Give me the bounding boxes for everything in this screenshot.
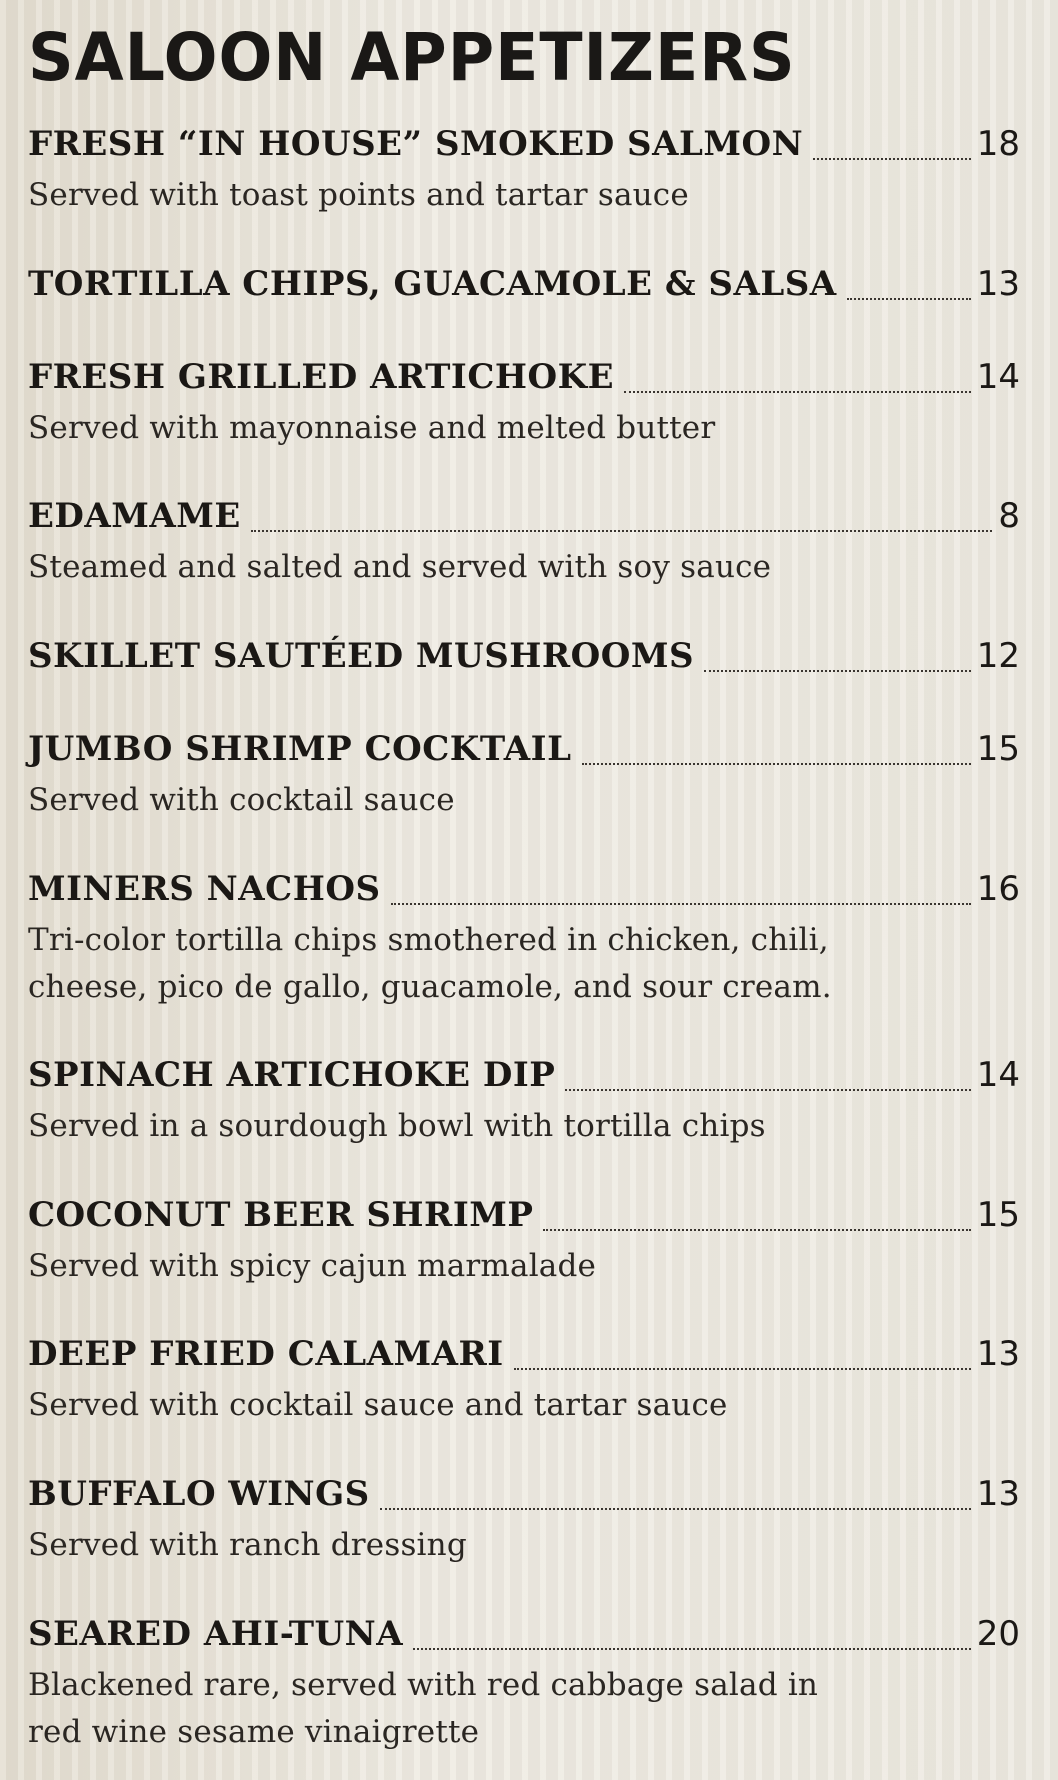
- item-description: Tri-color tortilla chips smothered in chicken, chili,: [28, 922, 829, 958]
- item-description: Served with cocktail sauce and tartar sauce: [28, 1387, 728, 1423]
- item-description: Served with toast points and tartar sauce: [28, 177, 689, 213]
- item-name: SPINACH ARTICHOKE DIP: [28, 1055, 556, 1095]
- item-price: 14: [976, 1055, 1020, 1095]
- item-name: EDAMAME: [28, 496, 241, 536]
- dot-leader: [582, 763, 971, 765]
- item-description: Served with mayonnaise and melted butter: [28, 410, 716, 446]
- item-description: Served with ranch dressing: [28, 1527, 467, 1563]
- item-header: [28, 264, 1020, 312]
- item-header: [28, 636, 1020, 684]
- item-header: [28, 1474, 1020, 1522]
- item-price: 13: [976, 1334, 1020, 1374]
- dot-leader: [565, 1089, 970, 1091]
- item-description: Served with spicy cajun marmalade: [28, 1248, 597, 1284]
- item-name: SEARED AHI-TUNA: [28, 1614, 404, 1654]
- dot-leader: [514, 1368, 971, 1370]
- dot-leader: [704, 670, 971, 672]
- item-name: SKILLET SAUTÉED MUSHROOMS: [28, 636, 695, 676]
- menu-item-buffalo-wings: [28, 1474, 1020, 1569]
- menu-item-smoked-salmon: [28, 124, 1020, 219]
- item-header: [28, 869, 1020, 917]
- item-price: 15: [976, 1195, 1020, 1235]
- dot-leader: [813, 158, 971, 160]
- dot-leader: [543, 1229, 970, 1231]
- item-name: JUMBO SHRIMP COCKTAIL: [28, 729, 572, 769]
- item-description: red wine sesame vinaigrette: [28, 1714, 480, 1750]
- item-price: 20: [976, 1614, 1020, 1654]
- item-description: Served with cocktail sauce: [28, 782, 455, 818]
- item-name: BUFFALO WINGS: [28, 1474, 370, 1514]
- item-name: TORTILLA CHIPS, GUACAMOLE & SALSA: [28, 264, 837, 304]
- item-header: [28, 357, 1020, 405]
- item-header: [28, 1334, 1020, 1382]
- menu-item-miners-nachos: [28, 869, 1020, 1011]
- dot-leader: [624, 391, 971, 393]
- item-header: [28, 1195, 1020, 1243]
- item-price: 13: [976, 264, 1020, 304]
- item-description: Served in a sourdough bowl with tortilla chips: [28, 1108, 766, 1144]
- menu-item-grilled-artichoke: [28, 357, 1020, 452]
- dot-leader: [251, 530, 993, 532]
- item-name: MINERS NACHOS: [28, 869, 381, 909]
- menu-item-coconut-shrimp: [28, 1195, 1020, 1290]
- menu-item-shrimp-cocktail: [28, 729, 1020, 824]
- item-name: FRESH GRILLED ARTICHOKE: [28, 357, 615, 397]
- menu-item-edamame: [28, 496, 1020, 591]
- item-name: FRESH “IN HOUSE” SMOKED SALMON: [28, 124, 804, 164]
- menu-item-ahi-tuna: [28, 1614, 1020, 1756]
- item-description: Steamed and salted and served with soy sauce: [28, 549, 772, 585]
- item-description: cheese, pico de gallo, guacamole, and sour cream.: [28, 969, 832, 1005]
- item-price: 16: [976, 869, 1020, 909]
- menu-item-tortilla-chips: [28, 264, 1020, 312]
- dot-leader: [380, 1508, 971, 1510]
- item-header: [28, 729, 1020, 777]
- menu-item-spinach-dip: [28, 1055, 1020, 1150]
- item-price: 13: [976, 1474, 1020, 1514]
- dot-leader: [391, 903, 971, 905]
- item-price: 8: [998, 496, 1020, 536]
- menu-item-mushrooms: [28, 636, 1020, 684]
- item-description: Blackened rare, served with red cabbage salad in: [28, 1667, 819, 1703]
- item-price: 12: [976, 636, 1020, 676]
- item-price: 14: [976, 357, 1020, 397]
- dot-leader: [413, 1648, 971, 1650]
- item-header: [28, 1055, 1020, 1103]
- menu-title: SALOON APPETIZERS: [28, 19, 796, 96]
- item-price: 15: [976, 729, 1020, 769]
- item-name: COCONUT BEER SHRIMP: [28, 1195, 534, 1235]
- item-price: 18: [976, 124, 1020, 164]
- item-name: DEEP FRIED CALAMARI: [28, 1334, 504, 1374]
- item-header: [28, 1614, 1020, 1662]
- menu-item-calamari: [28, 1334, 1020, 1429]
- dot-leader: [847, 298, 971, 300]
- item-header: [28, 496, 1020, 544]
- item-header: [28, 124, 1020, 172]
